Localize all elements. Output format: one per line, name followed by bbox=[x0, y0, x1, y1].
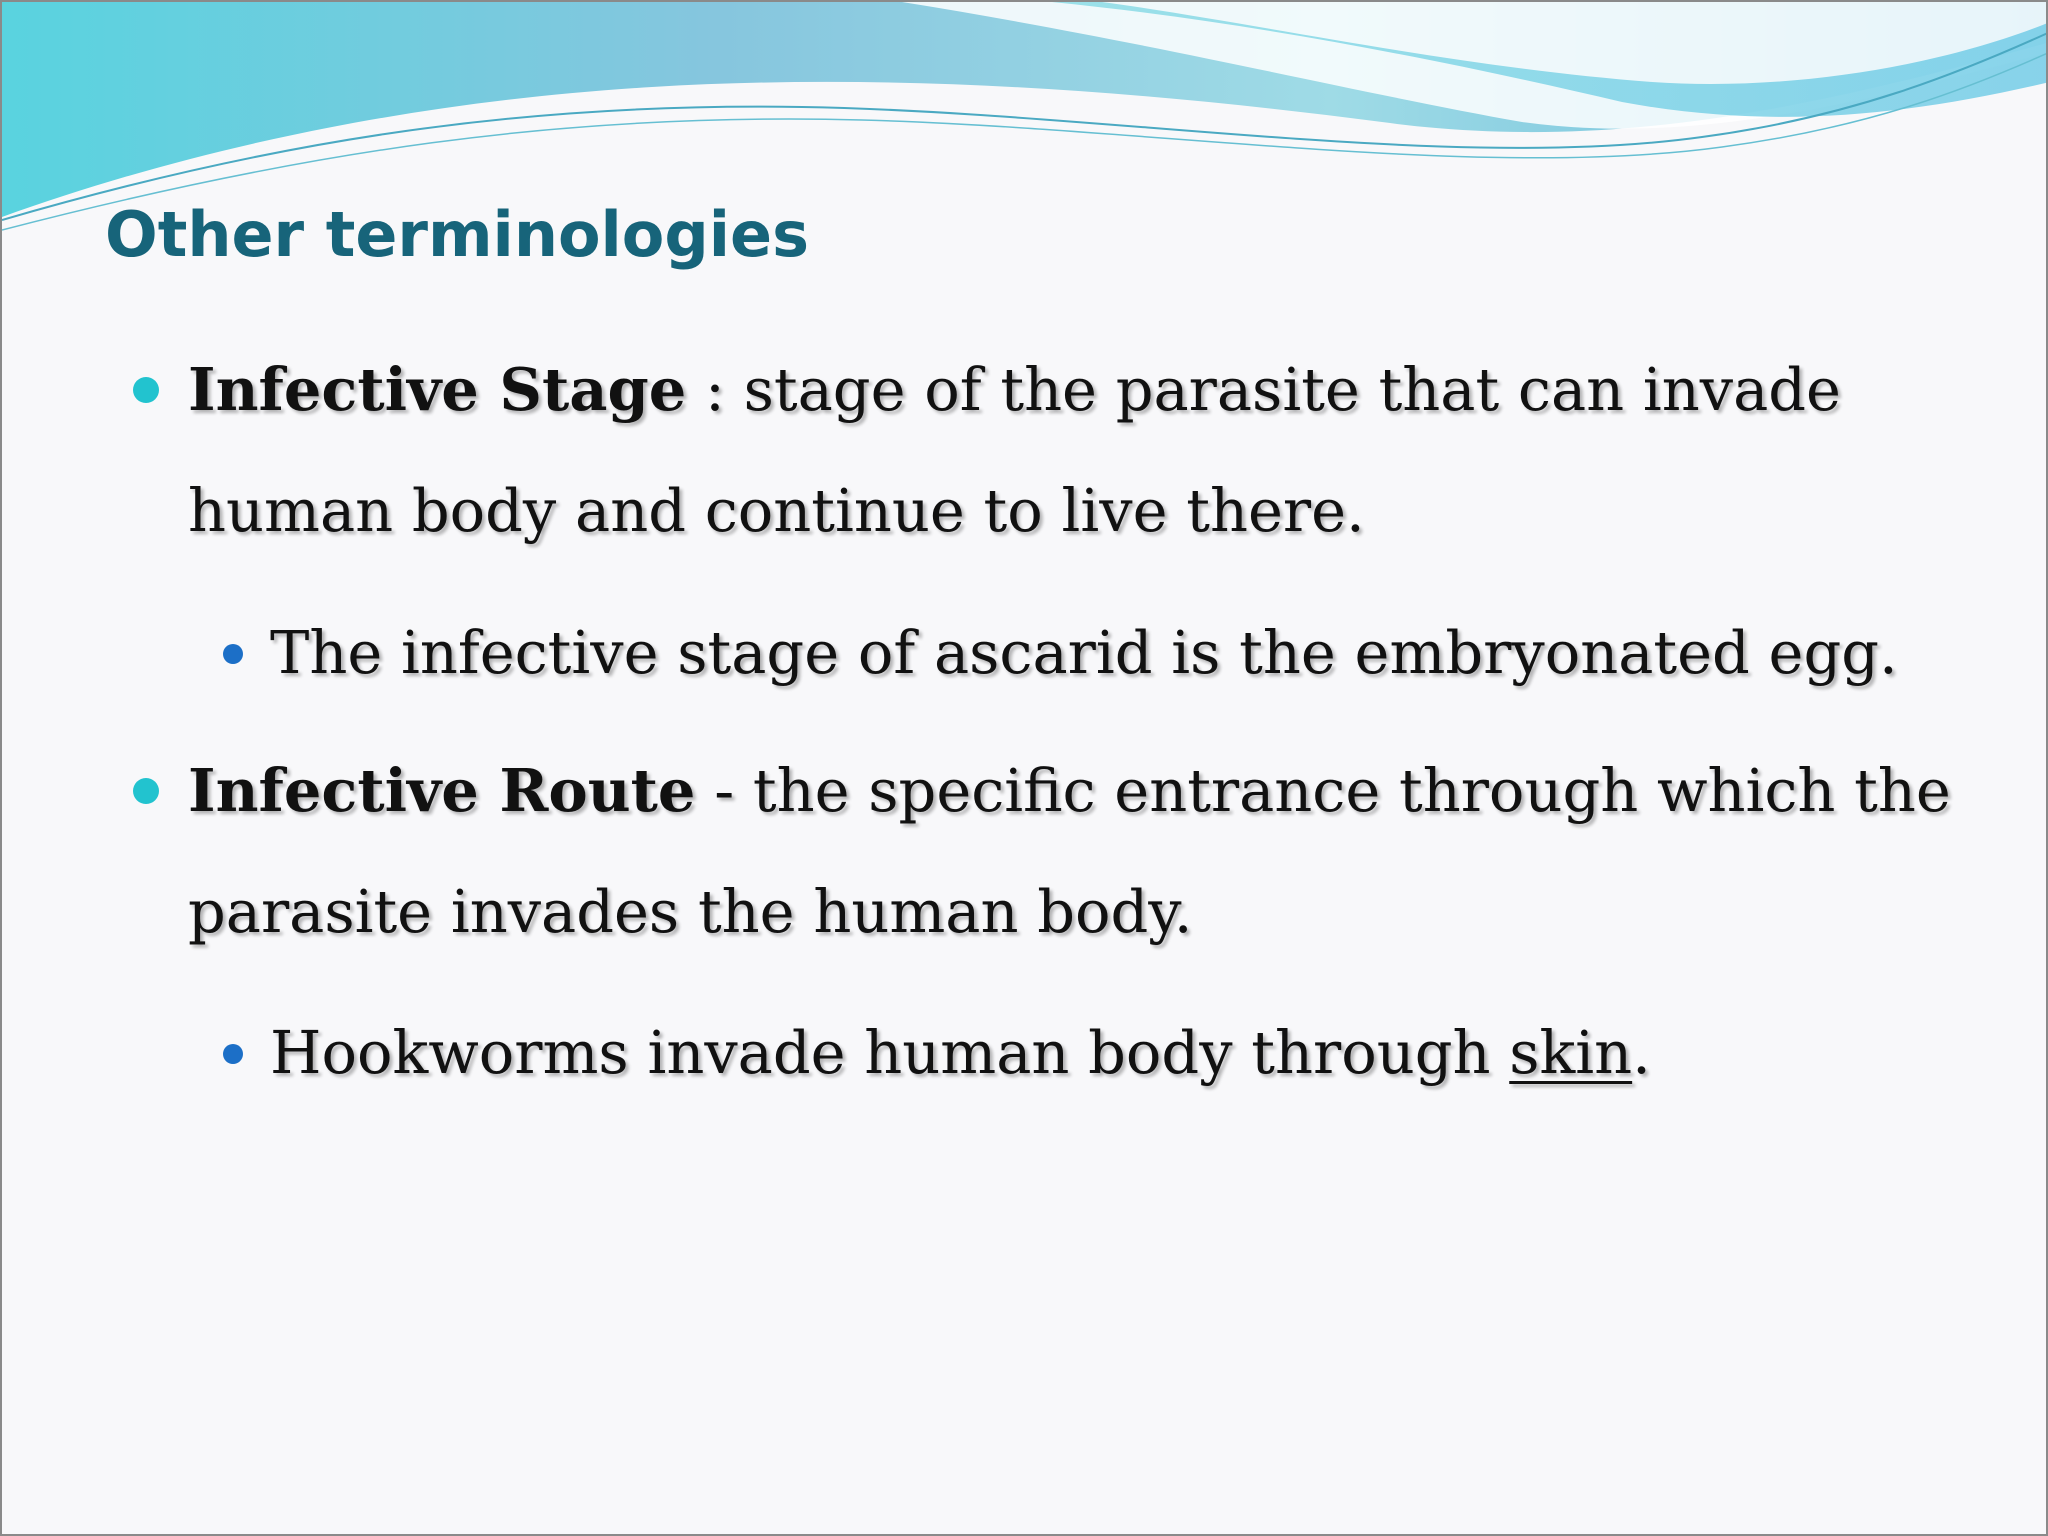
bullet-infective-stage bbox=[188, 329, 1988, 571]
bullet-dot-icon bbox=[133, 377, 159, 403]
sub-bullet-text: The infective stage of ascarid is the embryonated egg. bbox=[270, 618, 1898, 687]
term-separator: - bbox=[695, 756, 753, 825]
sub-bullet-text: Hookworms invade human body through bbox=[270, 1018, 1510, 1087]
term-infective-route: Infective Route bbox=[188, 756, 696, 825]
bullet-dot-icon bbox=[133, 778, 159, 804]
underlined-word-skin: skin bbox=[1509, 1018, 1633, 1087]
definition-infective-stage: stage of the parasite that can invade human body and continue to live there. bbox=[188, 355, 1841, 545]
sub-bullet-hookworms bbox=[270, 992, 2010, 1113]
sub-bullet-ascarid bbox=[270, 592, 2010, 713]
sub-bullet-dot-icon bbox=[223, 1044, 243, 1064]
term-separator: : bbox=[686, 355, 744, 424]
sub-bullet-period: . bbox=[1632, 1018, 1651, 1087]
sub-bullet-dot-icon bbox=[223, 644, 243, 664]
term-infective-stage: Infective Stage bbox=[188, 355, 687, 424]
slide-title: Other terminologies bbox=[105, 198, 809, 271]
definition-infective-route: the specific entrance through which the parasite invades the human body. bbox=[188, 756, 1951, 946]
bullet-infective-route bbox=[188, 730, 1988, 972]
